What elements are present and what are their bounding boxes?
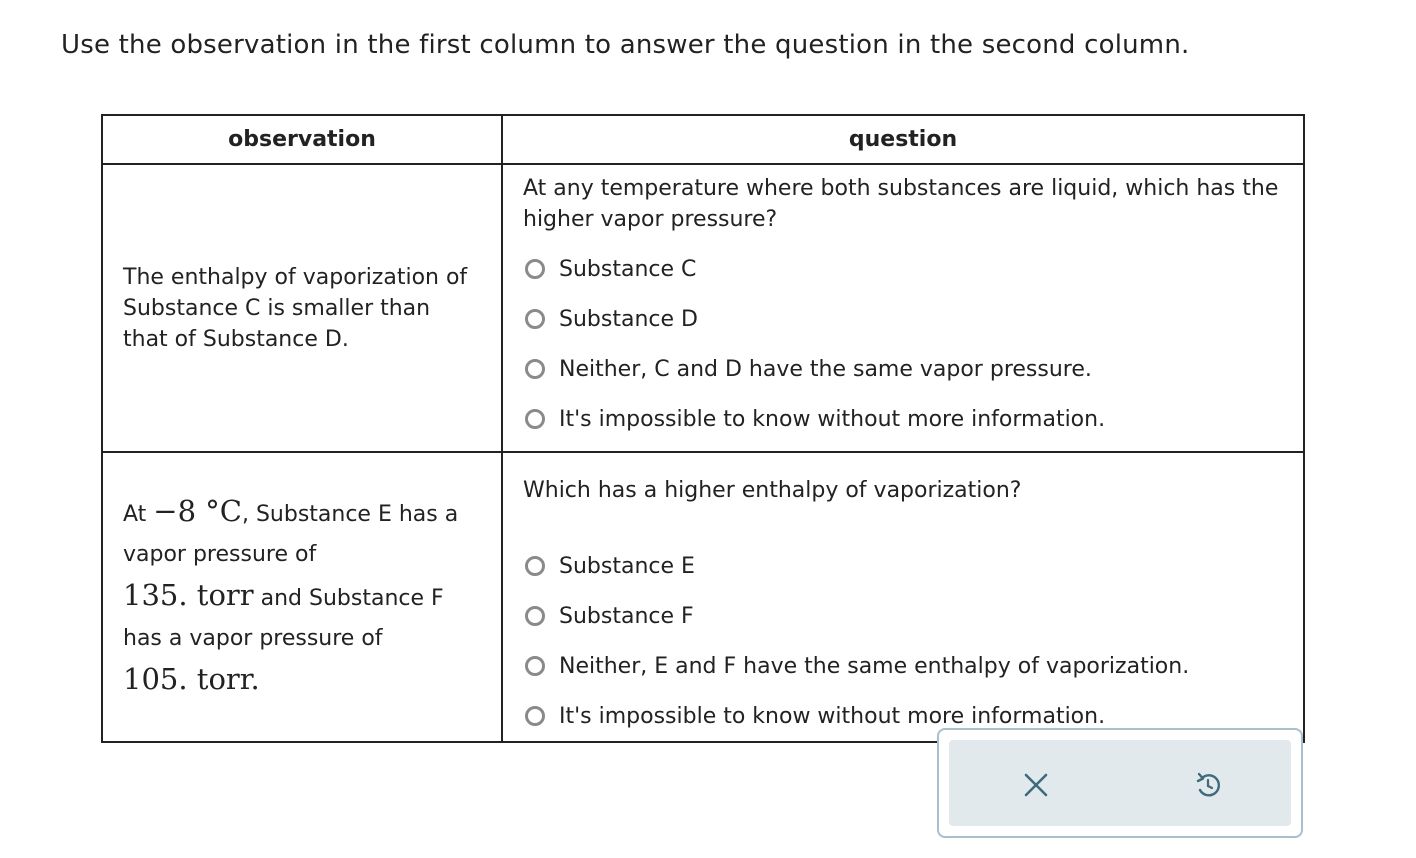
option-label: It's impossible to know without more information. bbox=[559, 703, 1106, 729]
observation-prefix: At bbox=[123, 502, 154, 527]
close-x-icon bbox=[1022, 771, 1050, 799]
observation-text-2 bbox=[123, 491, 481, 703]
question-text-1: At any temperature where both substances are liquid, which has the higher vapor pressure? bbox=[523, 176, 1279, 232]
options-group-2 bbox=[523, 541, 1283, 741]
undo-icon bbox=[1193, 770, 1223, 800]
radio-button[interactable] bbox=[525, 606, 545, 626]
option-label: Substance F bbox=[559, 603, 694, 629]
radio-button[interactable] bbox=[525, 706, 545, 726]
radio-button[interactable] bbox=[525, 259, 545, 279]
option-label: It's impossible to know without more information. bbox=[559, 406, 1106, 432]
question-cell-1 bbox=[502, 164, 1304, 452]
clear-button[interactable] bbox=[1011, 760, 1061, 810]
observation-mid-2: and Substance F has a vapor pressure of bbox=[123, 586, 444, 651]
option-neither-cd[interactable] bbox=[523, 344, 1283, 394]
option-substance-e[interactable] bbox=[523, 541, 1283, 591]
option-label: Neither, C and D have the same vapor pressure. bbox=[559, 356, 1092, 382]
radio-button[interactable] bbox=[525, 409, 545, 429]
observation-cell-1 bbox=[102, 164, 502, 452]
option-label: Substance D bbox=[559, 306, 698, 332]
undo-button[interactable] bbox=[1183, 760, 1233, 810]
observation-text-1: The enthalpy of vaporization of Substance C is smaller than that of Substance D. bbox=[123, 264, 468, 352]
answer-toolbar bbox=[937, 728, 1303, 838]
question-column-header: question bbox=[502, 115, 1304, 164]
instructions-text: Use the observation in the first column to answer the question in the second column. bbox=[61, 30, 1190, 60]
option-label: Neither, E and F have the same enthalpy of vaporization. bbox=[559, 653, 1190, 679]
table-row bbox=[102, 452, 1304, 742]
observation-column-header: observation bbox=[102, 115, 502, 164]
question-cell-2 bbox=[502, 452, 1304, 742]
option-substance-c[interactable] bbox=[523, 244, 1283, 294]
observation-suffix: . bbox=[250, 662, 260, 696]
option-substance-f[interactable] bbox=[523, 591, 1283, 641]
observation-mid-1: , Substance E has a vapor pressure of bbox=[123, 502, 459, 567]
answer-toolbar-inner bbox=[949, 740, 1291, 826]
pressure-e-value: 135. torr bbox=[123, 578, 254, 612]
radio-button[interactable] bbox=[525, 359, 545, 379]
radio-button[interactable] bbox=[525, 556, 545, 576]
table-row bbox=[102, 164, 1304, 452]
option-substance-d[interactable] bbox=[523, 294, 1283, 344]
radio-button[interactable] bbox=[525, 309, 545, 329]
option-impossible-1[interactable] bbox=[523, 394, 1283, 444]
question-text-2: Which has a higher enthalpy of vaporization? bbox=[523, 478, 1022, 503]
pressure-f-value: 105. torr bbox=[123, 662, 251, 696]
options-group-1 bbox=[523, 244, 1283, 444]
radio-button[interactable] bbox=[525, 656, 545, 676]
option-neither-ef[interactable] bbox=[523, 641, 1283, 691]
temperature-value: −8 °C bbox=[153, 494, 242, 528]
option-label: Substance E bbox=[559, 553, 695, 579]
table-header-row bbox=[102, 115, 1304, 164]
observation-cell-2 bbox=[102, 452, 502, 742]
observation-question-table bbox=[101, 114, 1305, 743]
option-label: Substance C bbox=[559, 256, 697, 282]
